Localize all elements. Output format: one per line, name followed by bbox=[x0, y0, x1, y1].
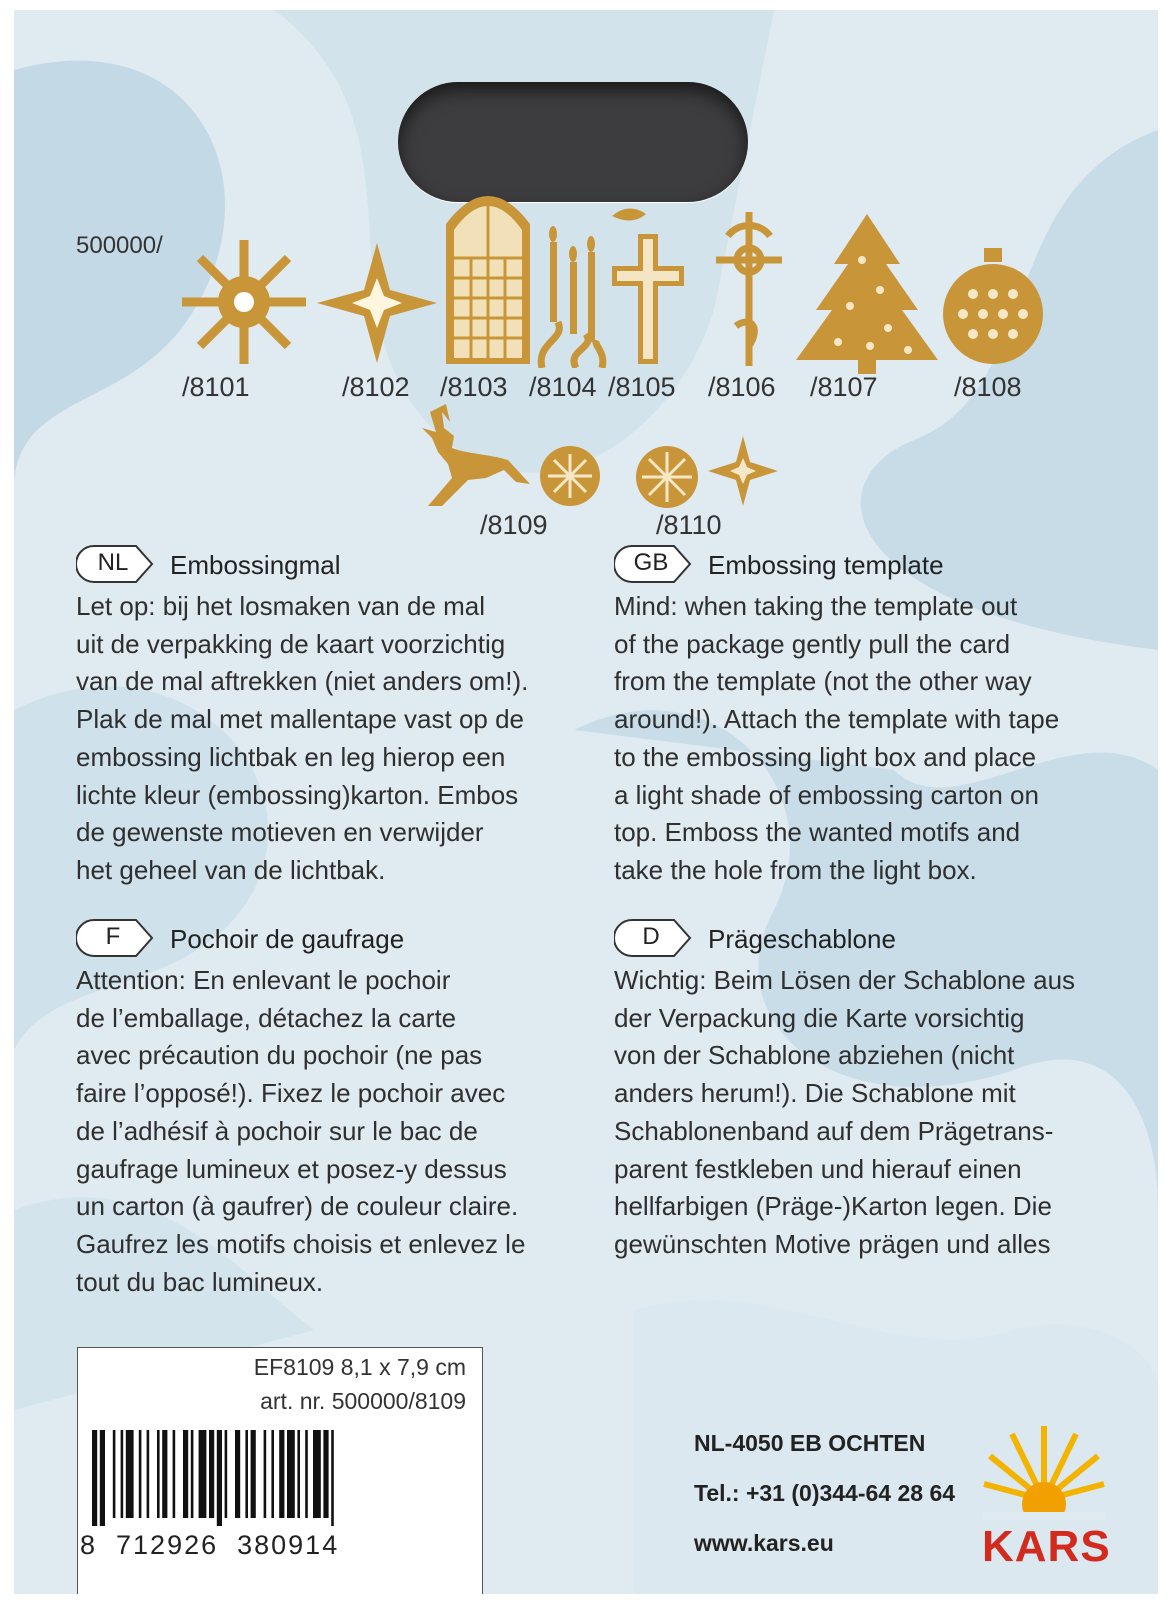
motif-code: /8103 bbox=[440, 372, 508, 402]
section-body-d: Wichtig: Beim Lösen der Schablone aus der Verpackung die Karte vorsichtig von der Schablone abziehen (nicht anders herum!). Die Schablone mit Schablonenband auf dem Prägetrans- parent festkleben und hierauf einen hellfarbigen (Präge-)Karton legen. Die gewünschten Motive prägen und alles bbox=[614, 965, 1076, 1259]
language-badge-f: F bbox=[76, 918, 154, 958]
section-body-f: Attention: En enlevant le pochoir de l’emballage, détachez la carte avec précaution du pochoir (ne pas faire l’opposé!). Fixez le pochoir avec de l’adhésif à pochoir sur le bac de gaufrage lumineux et posez-y dessus un carton (à gaufrer) de couleur claire. Gaufrez les motifs choisis et enlevez le tout du bac lumineux. bbox=[76, 965, 526, 1297]
kars-sun-logo-icon bbox=[982, 1416, 1106, 1520]
section-body-gb: Mind: when taking the template out of the package gently pull the card from the template (not the other way around!). Attach the template with tape to the embossing light box and place a light shade of embossing carton on top. Emboss the wanted motifs and take the hole from the light box. bbox=[614, 591, 1060, 885]
product-label bbox=[77, 1347, 483, 1594]
phone-line: Tel.: +31 (0)344-64 28 64 bbox=[694, 1480, 956, 1506]
ean-number: 8 712926 380914 bbox=[80, 1530, 340, 1560]
product-dimensions: EF8109 8,1 x 7,9 cm bbox=[253, 1354, 466, 1380]
motif-code: /8104 bbox=[529, 372, 597, 402]
section-title-f: Pochoir de gaufrage bbox=[170, 924, 405, 954]
motif-code: /8101 bbox=[182, 372, 250, 402]
bauble-ornament-motif-icon bbox=[940, 246, 1046, 368]
kars-logo-text: KARS bbox=[982, 1522, 1111, 1571]
barcode bbox=[88, 1430, 472, 1526]
address-line: NL-4050 EB OCHTEN bbox=[694, 1430, 926, 1456]
website-line: www.kars.eu bbox=[694, 1530, 834, 1556]
motif-code: /8110 bbox=[656, 510, 722, 540]
christmas-tree-motif-icon bbox=[792, 210, 942, 376]
article-serial-prefix: 500000/ bbox=[76, 232, 163, 259]
snowflake-disc-motif-icon-2 bbox=[634, 444, 700, 510]
package-back-card bbox=[14, 10, 1158, 1594]
section-title-d: Prägeschablone bbox=[708, 924, 896, 954]
snowflake-disc-motif-icon bbox=[538, 444, 602, 508]
section-title-gb: Embossing template bbox=[708, 550, 944, 580]
language-badge-gb: GB bbox=[614, 544, 692, 584]
section-title-nl: Embossingmal bbox=[170, 550, 341, 580]
motif-code: /8107 bbox=[810, 372, 878, 402]
motif-code: /8102 bbox=[342, 372, 410, 402]
language-badge-nl: NL bbox=[76, 544, 154, 584]
motif-code: /8109 bbox=[480, 510, 548, 540]
reindeer-motif-icon bbox=[408, 398, 538, 514]
motif-code: /8105 bbox=[608, 372, 676, 402]
language-badge-d: D bbox=[614, 918, 692, 958]
motif-code: /8108 bbox=[954, 372, 1022, 402]
candles-motif-icon bbox=[536, 222, 608, 368]
article-number: art. nr. 500000/8109 bbox=[260, 1388, 466, 1414]
small-star-motif-icon bbox=[706, 434, 780, 508]
section-body-nl: Let op: bij het losmaken van de mal uit de verpakking de kaart voorzichtig van de mal aftrekken (niet anders om!). Plak de mal met mallentape vast op de embossing lichtbak en leg hierop een lichte kleur (embossing)karton. Embos de gewenste motieven en verwijder het geheel van de lichtbak. bbox=[76, 591, 529, 885]
cross-motif-icon bbox=[610, 206, 686, 366]
ornate-cross-motif-icon bbox=[708, 206, 790, 370]
star-motif-icon bbox=[312, 238, 442, 368]
church-window-motif-icon bbox=[442, 178, 534, 366]
motif-code: /8106 bbox=[708, 372, 776, 402]
snowflake-motif-icon bbox=[174, 232, 314, 372]
